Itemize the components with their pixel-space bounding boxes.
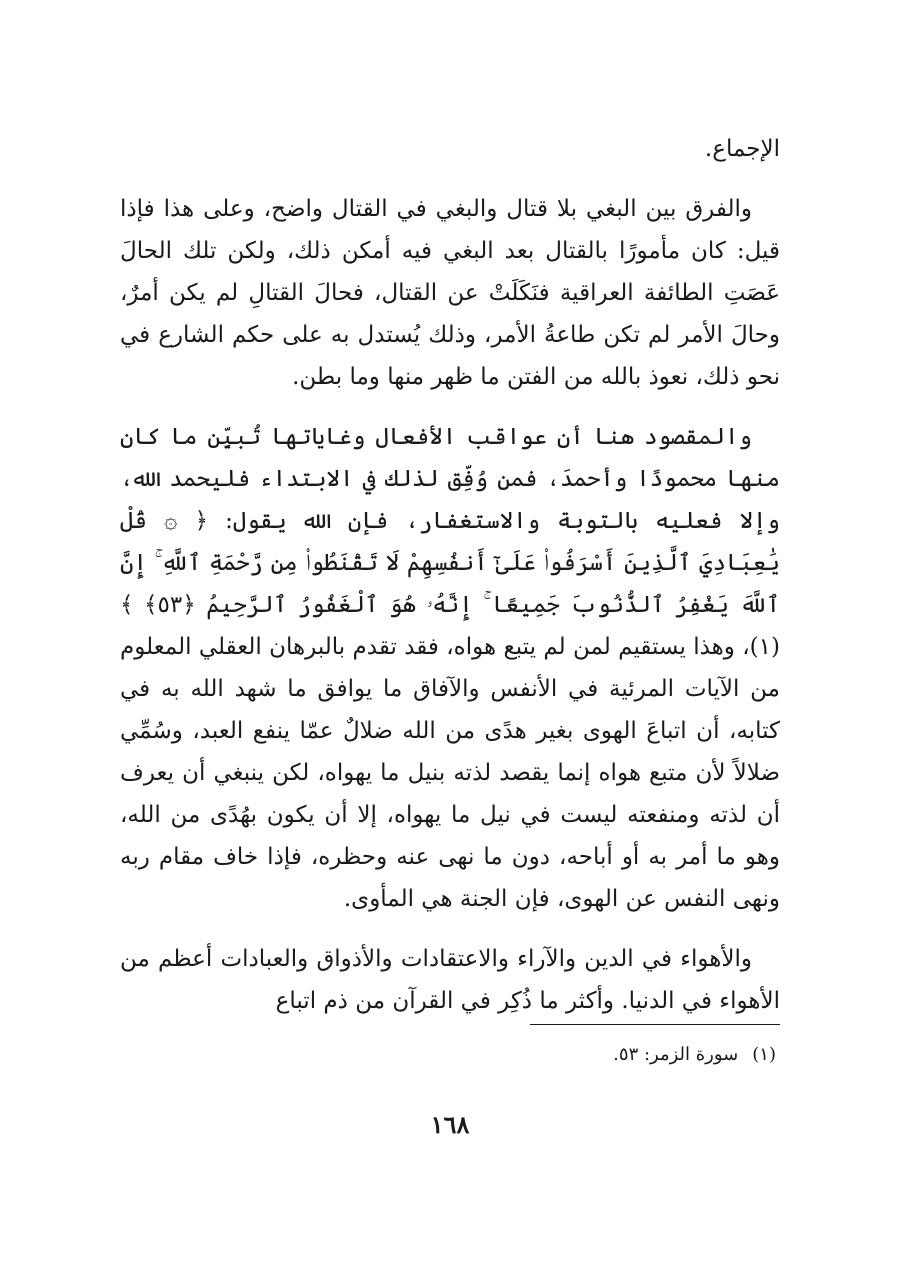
page-number: ١٦٨ [430, 1110, 470, 1139]
footnote [120, 1040, 776, 1070]
opening-line: الإجماع. [704, 136, 780, 162]
paragraph-2: والمقصود هنا أن عواقب الأفعال وغاياتها تُبيِّن ما كان منها محمودًا وأحمدَ، فمن وُفِّق لذلك في الابتداء فليحمد الله، وإلا فعليه بالتوبة والاستغفار، فإن الله يقول: ﴿ ۞ قُلْ يَٰعِبَادِيَ ٱلَّذِينَ أَسْرَفُوا۟ عَلَىٰٓ أَنفُسِهِمْ لَا تَقْنَطُوا۟ مِن رَّحْمَةِ ٱللَّهِ ۚ إِنَّ ٱللَّهَ يَغْفِرُ ٱلذُّنُوبَ جَمِيعًا ۚ إِنَّهُۥ هُوَ ٱلْغَفُورُ ٱلرَّحِيمُ ﴿٥٣﴾ ﴾(١)، وهذا يستقيم لمن لم يتبع هواه، فقد تقدم بالبرهان العقلي المعلوم من الآيات المرئية في الأنفس والآفاق ما يوافق ما شهد الله به في كتابه، أن اتباعَ الهوى بغير هدًى من الله ضلالٌ عمّا ينفع العبد، وسُمِّي ضلالاً لأن متبع هواه إنما يقصد لذته بنيل ما يهواه، لكن ينبغي أن يعرف أن لذته ومنفعته ليست في نيل ما يهواه، إلا أن يكون بهُدًى من الله، وهو ما أمر به أو أباحه، دون ما نهى عنه وحظره، فإذا خاف مقام ربه ونهى النفس عن الهوى، فإن الجنة هي المأوى. [120, 424, 781, 912]
paragraph-1: والفرق بين البغي بلا قتال والبغي في القتال واضح، وعلى هذا فإذا قيل: كان مأمورًا بالقتال بعد البغي فيه أمكن ذلك، ولكن تلك الحالَ عَصَتِ الطائفة العراقية فنَكَلَتْ عن القتال، فحالَ القتالِ لم يكن أمرٌ، وحالَ الأمر لم تكن طاعةُ الأمر، وذلك يُستدل به على حكم الشارع في نحو ذلك، نعوذ بالله من الفتن ما ظهر منها وما بطن. [120, 196, 780, 390]
paragraph-3: والأهواء في الدين والآراء والاعتقادات والأذواق والعبادات أعظم من الأهواء في الدنيا. وأكثر ما ذُكِر في القرآن من ذم اتباع [120, 946, 780, 1014]
page-body [120, 128, 780, 1022]
footnote-text: سورة الزمر: ٥٣. [613, 1044, 739, 1065]
footnote-marker: (١) [752, 1044, 776, 1065]
footnote-divider [530, 1024, 780, 1025]
